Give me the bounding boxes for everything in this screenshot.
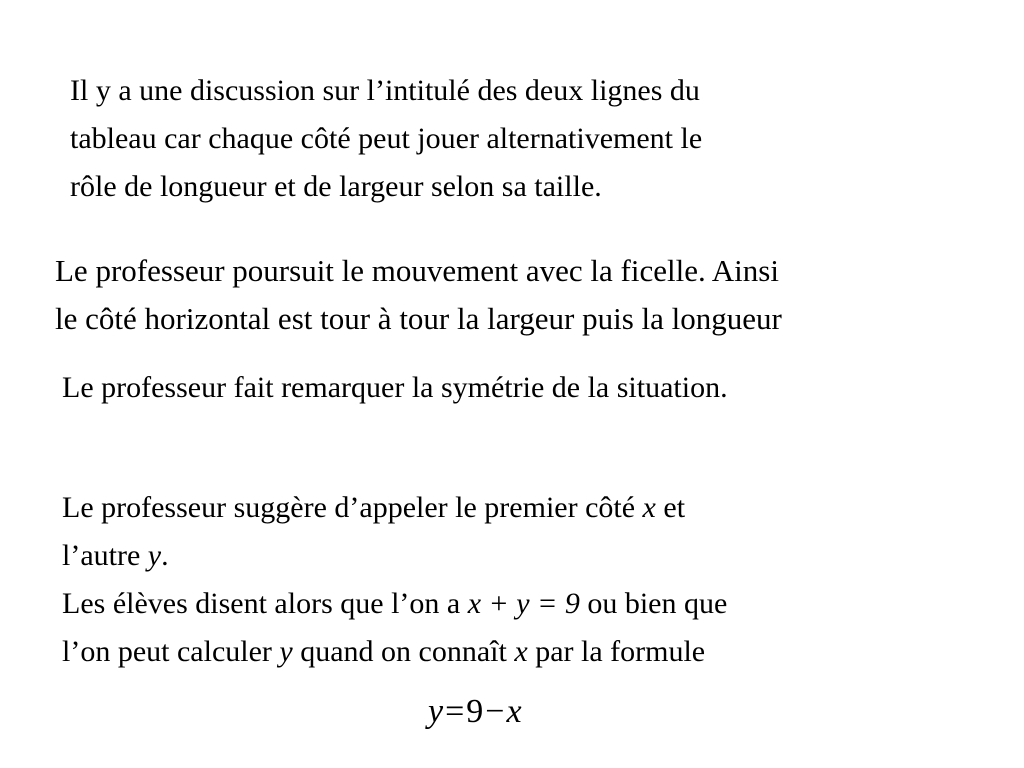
text-segment: et [655,491,686,524]
math-equation: x + y = 9 [467,587,580,620]
math-variable: y [147,539,162,572]
text-line: Le professeur fait remarquer la symétrie de la situation. [62,371,728,404]
text-line: le côté horizontal est tour à tour la largeur puis la longueur [55,301,782,336]
text-line: rôle de longueur et de largeur selon sa taille. [70,170,602,203]
math-variable: x [514,635,528,668]
text-line [62,628,727,676]
text-segment: . [161,539,169,572]
formula-y-equals [428,690,522,734]
formula-equals-sign: = [445,693,465,730]
text-line [62,532,727,580]
text-segment: l’autre [62,539,148,572]
formula-minus-sign: − [485,693,505,730]
formula-lhs: y [428,693,444,730]
paragraph-discussion [70,67,702,211]
text-line: tableau car chaque côté peut jouer alternativement le [70,122,703,155]
text-segment: ou bien que [579,587,728,620]
formula-constant: 9 [466,693,484,730]
text-segment: Les élèves disent alors que l’on a [62,587,468,620]
formula-rhs: x [506,693,522,730]
text-line: Il y a une discussion sur l’intitulé des deux lignes du [70,74,700,107]
paragraph-variables [62,484,727,676]
text-segment: Le professeur suggère d’appeler le premier côté [62,491,643,524]
paragraph-mouvement [55,247,782,343]
text-line: Le professeur poursuit le mouvement avec la ficelle. Ainsi [55,253,779,288]
text-segment: l’on peut calculer [62,635,280,668]
paragraph-symetrie [62,364,728,412]
text-segment: par la formule [527,635,706,668]
math-variable: x [642,491,656,524]
text-segment: quand on connaît [292,635,515,668]
text-line [62,484,727,532]
math-variable: y [279,635,293,668]
text-line [62,580,727,628]
